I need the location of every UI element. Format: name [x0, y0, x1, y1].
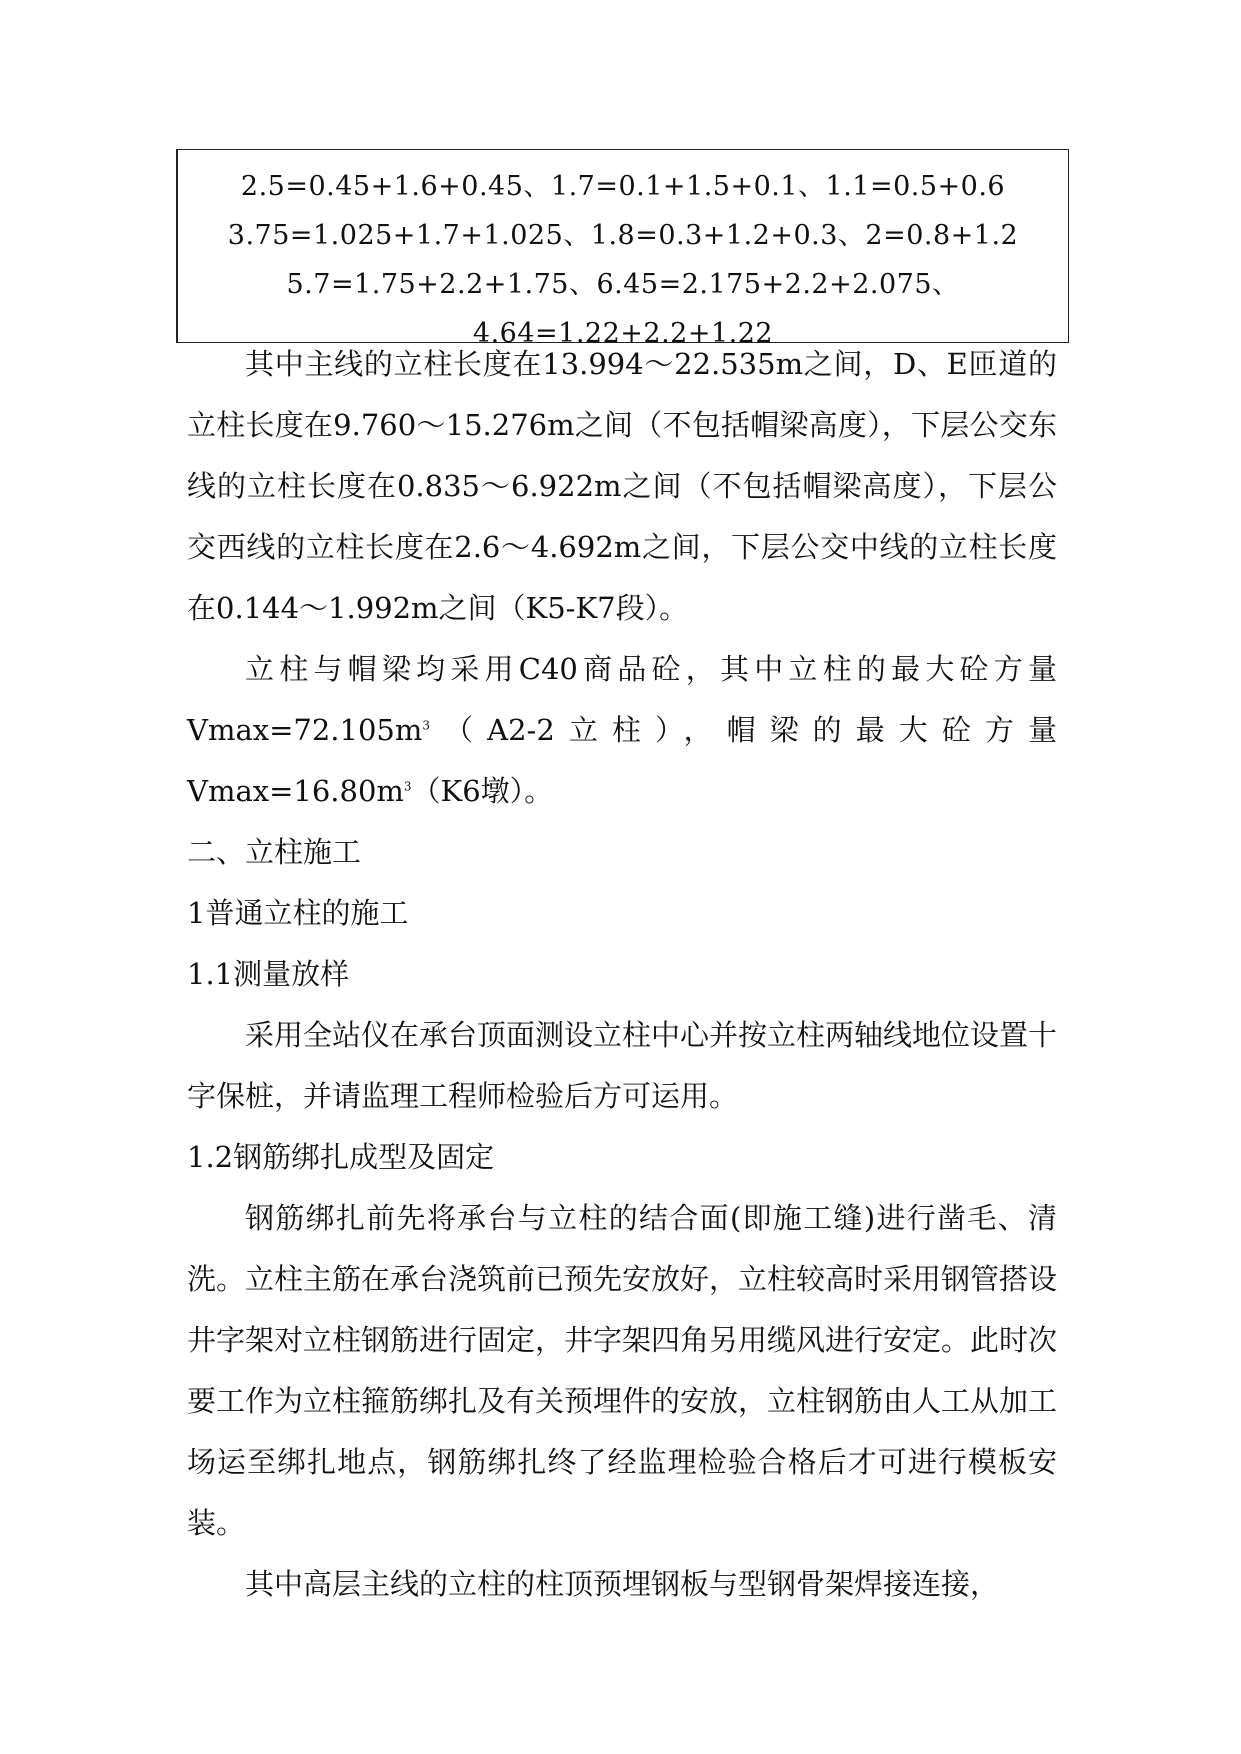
subheading-1-2: 1.2钢筋绑扎成型及固定 — [187, 1140, 495, 1174]
paragraph-survey: 采用全站仪在承台顶面测设立柱中心并按立柱两轴线地位设置十字保桩，并请监理工程师检验后方可运用。 — [187, 1018, 1058, 1113]
paragraph-column-length: 其中主线的立柱长度在13.994～22.535m之间，D、E匝道的立柱长度在9.760～15.276m之间（不包括帽梁高度），下层公交东线的立柱长度在0.835～6.922m之间（不包括帽梁高度），下层公交西线的立柱长度在2.6～4.692m之间，下层公交中线的立柱长度在0.144～1.992m之间（K5-K7段）。 — [187, 347, 1057, 625]
paragraph-highline: 其中高层主线的立柱的柱顶预埋钢板与型钢骨架焊接连接， — [245, 1567, 1000, 1601]
subheading-1-1: 1.1测量放样 — [187, 957, 350, 991]
concrete-text-3: （K6墩）。 — [411, 774, 554, 808]
superscript-cubic-2: 3 — [403, 779, 412, 794]
section-heading-2: 二、立柱施工 — [187, 835, 362, 869]
formula-line-4: 4.64=1.22+2.2+1.22 — [472, 318, 774, 349]
paragraph-rebar: 钢筋绑扎前先将承台与立柱的结合面(即施工缝)进行凿毛、清洗。立柱主筋在承台浇筑前已预先安放好，立柱较高时采用钢管搭设井字架对立柱钢筋进行固定，井字架四角另用缆风进行安定。此时次要工作为立柱箍筋绑扎及有关预埋件的安放，立柱钢筋由人工从加工场运至绑扎地点，钢筋绑扎终了经监理检验合格后才可进行模板安装。 — [187, 1201, 1058, 1540]
body-text — [187, 334, 1057, 1615]
superscript-cubic-1: 3 — [422, 718, 430, 733]
concrete-text-1: 立柱与帽梁均采用C40商品砼，其中立柱的最大砼方量Vmax=72.105m — [187, 652, 1057, 747]
formula-box — [176, 149, 1069, 349]
formula-line-3: 5.7=1.75+2.2+1.75、6.45=2.175+2.2+2.075、 — [286, 269, 960, 300]
concrete-text-2: （A2-2立柱），帽梁的最大砼方量Vmax=16.80m — [187, 713, 1057, 808]
subheading-1: 1普通立柱的施工 — [187, 896, 409, 930]
paragraph-concrete — [187, 639, 1057, 822]
formula-line-2: 3.75=1.025+1.7+1.025、1.8=0.3+1.2+0.3、2=0.8+1.2 — [227, 220, 1019, 251]
formula-line-1: 2.5=0.45+1.6+0.45、1.7=0.1+1.5+0.1、1.1=0.5+0.6 — [240, 171, 1006, 202]
